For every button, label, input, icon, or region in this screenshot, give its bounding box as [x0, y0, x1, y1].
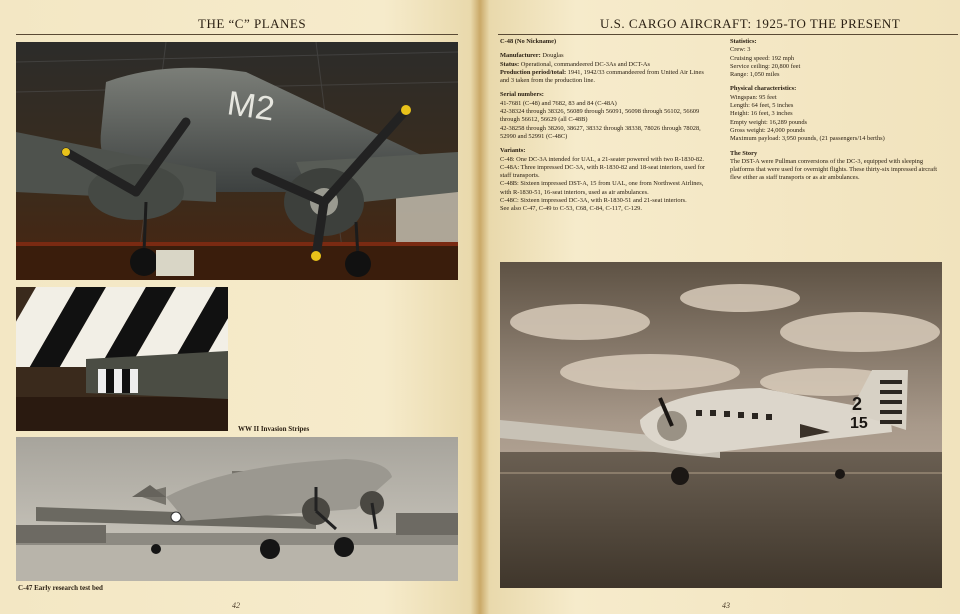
- page-number-right: 43: [722, 601, 730, 610]
- physical-line: Length: 64 feet, 5 inches: [730, 102, 794, 110]
- physical-line: Wingspan: 95 feet: [730, 93, 777, 101]
- invasion-stripes-photo: [16, 287, 228, 431]
- status-label: Status:: [500, 60, 520, 68]
- story-text: The DST-A were Pullman conversions of the DC-3, equipped with sleeping platforms that were used for overnight flights. These thirty-six impressed aircraft flew either as staff transports or as air ambulances.: [730, 157, 937, 182]
- c48-ramp-photo: [500, 262, 942, 588]
- status-value: Operational, commandeered DC-3As and DCT-As: [520, 60, 650, 68]
- physical-line: Gross weight: 24,000 pounds: [730, 126, 805, 134]
- statistic-line: Range: 1,050 miles: [730, 71, 780, 79]
- museum-c47-photo: [16, 42, 458, 280]
- statistic-line: Service ceiling: 20,800 feet: [730, 62, 801, 70]
- story-heading: The Story: [730, 149, 758, 157]
- physical-line: Maximum payload: 3,950 pounds, (21 passengers/14 berths): [730, 135, 885, 143]
- header-rule-left: [16, 34, 458, 35]
- serial-line: 42-38324 through 38326, 56089 through 56091, 56098 through 56102, 56609 through 56612, 56629 (all C-48B): [500, 108, 700, 124]
- running-head-left: THE “C” PLANES: [198, 16, 307, 31]
- production-label: Production period/total:: [500, 68, 567, 76]
- test-bed-photo: [16, 437, 458, 581]
- variant-line: C-48: One DC-3A intended for UAL, a 21-seater powered with two R-1830-82.: [500, 155, 704, 163]
- stripes-caption: WW II Invasion Stripes: [238, 425, 310, 433]
- manufacturer-value: Douglas: [542, 52, 564, 60]
- right-page: [482, 0, 960, 614]
- manufacturer-label: Manufacturer:: [500, 52, 541, 60]
- spec-column-right: [730, 38, 942, 183]
- left-page: [0, 0, 478, 614]
- header-rule-right: [498, 34, 958, 35]
- variant-line: C-48A: Three impressed DC-3A, with R-1830-82 and 18-seat interiors, used for staff transports.: [500, 163, 706, 180]
- serial-line: 41-7681 (C-48) and 7682, 83 and 84 (C-48A): [500, 99, 617, 107]
- production-value: 1941, 1942/33 commandeered from United Air Lines and 3 taken from the production line.: [500, 68, 704, 85]
- serial-line: 42-38258 through 38260, 38627, 38332 through 38338, 78026 through 78028, 52990 and 52991 (C-48C): [500, 124, 701, 140]
- statistic-line: Crew: 3: [730, 46, 751, 54]
- variant-line: C-48B: Sixteen impressed DST-A, 15 from UAL, one from Northwest Airlines, with R-1830-51, 16-seat interiors, used as air ambulances.: [500, 180, 704, 196]
- statistic-line: Cruising speed: 192 mph: [730, 54, 795, 62]
- spec-column-left: [500, 38, 712, 214]
- variant-line: See also C-47, C-49 to C-53, C68, C-84, C-117, C-129.: [500, 205, 642, 213]
- tail-code-top-marking: 2: [852, 394, 863, 414]
- physical-line: Empty weight: 16,289 pounds: [730, 118, 808, 126]
- physical-line: Height: 16 feet, 3 inches: [730, 110, 793, 118]
- variants-heading: Variants:: [500, 147, 526, 155]
- statistics-heading: Statistics:: [730, 38, 757, 45]
- running-head-right: U.S. CARGO AIRCRAFT: 1925-TO THE PRESENT: [600, 16, 901, 31]
- test-bed-caption: C-47 Early research test bed: [18, 584, 103, 592]
- page-number-left: 42: [232, 601, 240, 610]
- variant-line: C-48C: Sixteen impressed DC-3A, with R-1830-51 and 21-seat interiors.: [500, 197, 687, 205]
- designation-heading: C-48 (No Nickname): [500, 38, 557, 45]
- physical-heading: Physical characteristics:: [730, 85, 797, 93]
- tail-code-bottom-marking: 15: [850, 415, 868, 432]
- tail-code-marking: M2: [224, 84, 277, 129]
- serials-heading: Serial numbers:: [500, 91, 544, 99]
